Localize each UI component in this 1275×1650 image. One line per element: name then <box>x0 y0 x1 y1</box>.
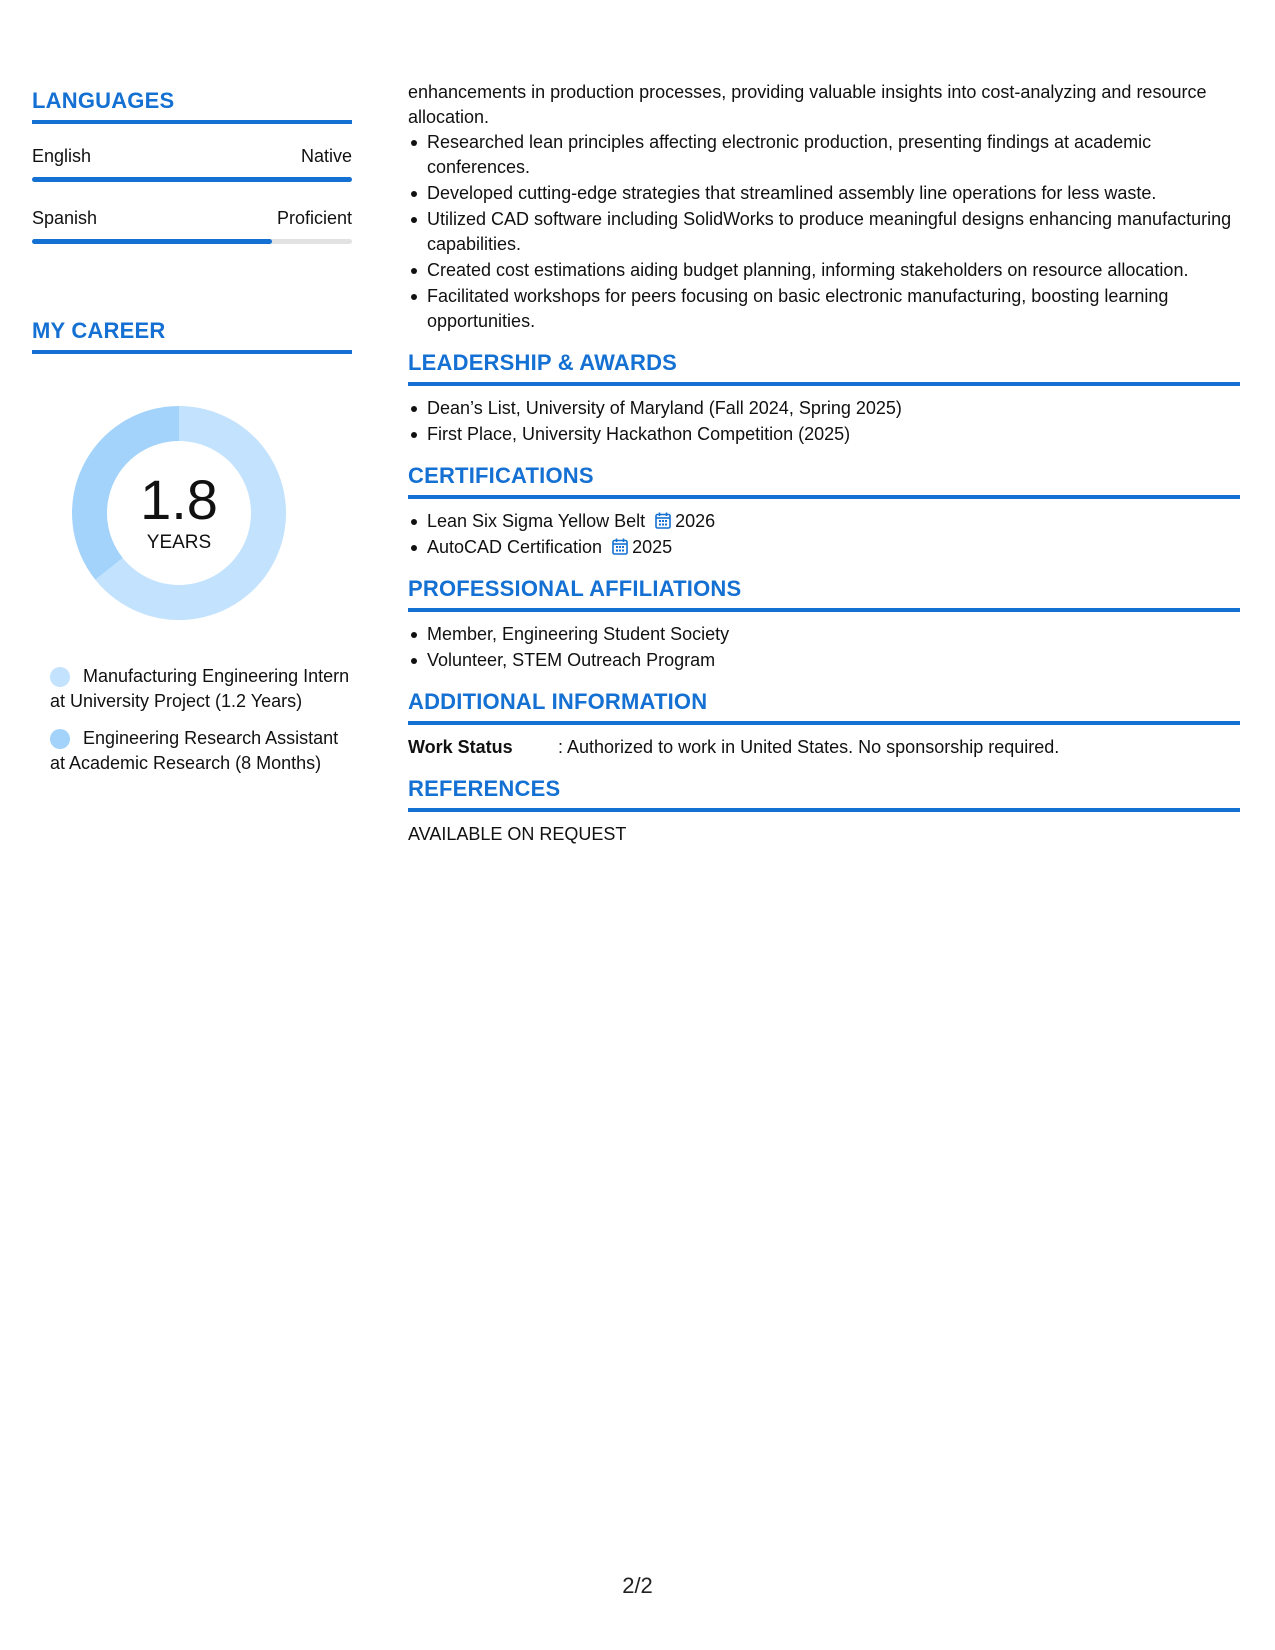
career-title: MY CAREER <box>32 318 352 354</box>
certification-year: 2026 <box>675 511 716 531</box>
references-section <box>408 776 1240 847</box>
career-donut-chart <box>64 398 294 628</box>
language-level-bar <box>32 177 352 182</box>
list-item: First Place, University Hackathon Competition (2025) <box>427 422 1240 447</box>
career-legend-item <box>50 664 352 714</box>
calendar-icon <box>655 512 671 529</box>
left-column <box>32 88 352 776</box>
work-status-value: : Authorized to work in United States. No sponsorship required. <box>558 737 1060 757</box>
certification-name: Lean Six Sigma Yellow Belt <box>427 511 646 531</box>
language-level-bar <box>32 239 352 244</box>
language-level: Proficient <box>276 208 352 228</box>
certifications-section <box>408 463 1240 560</box>
career-legend <box>50 664 352 776</box>
certification-name: AutoCAD Certification <box>427 537 603 557</box>
career-legend-item <box>50 726 352 776</box>
affiliations-section <box>408 576 1240 673</box>
experience-continued-text: enhancements in production processes, providing valuable insights into cost-analyzing and resource allocation. <box>408 82 1207 127</box>
languages-section <box>32 88 352 244</box>
list-item: Dean’s List, University of Maryland (Fall 2024, Spring 2025) <box>427 396 1240 421</box>
language-name: Spanish <box>32 208 98 228</box>
leadership-section <box>408 350 1240 447</box>
list-item: Facilitated workshops for peers focusing on basic electronic manufacturing, boosting learning opportunities. <box>427 284 1240 334</box>
career-section <box>32 318 352 776</box>
career-total-value: 1.8 <box>140 468 218 531</box>
page-number: 2/2 <box>622 1573 653 1598</box>
references-title: REFERENCES <box>408 776 1240 812</box>
list-item: Member, Engineering Student Society <box>427 622 1240 647</box>
list-item: Researched lean principles affecting electronic production, presenting findings at academic conferences. <box>427 130 1240 180</box>
language-level-fill <box>32 177 352 182</box>
work-status-label: Work Status <box>408 737 513 757</box>
additional-info-section <box>408 689 1240 760</box>
experience-bullets <box>408 130 1240 334</box>
list-item <box>427 535 1240 560</box>
list-item: Volunteer, STEM Outreach Program <box>427 648 1240 673</box>
legend-label: Engineering Research Assistant at Academic Research (8 Months) <box>50 728 339 773</box>
affiliations-title: PROFESSIONAL AFFILIATIONS <box>408 576 1240 612</box>
certification-year: 2025 <box>632 537 673 557</box>
legend-label: Manufacturing Engineering Intern at University Project (1.2 Years) <box>50 666 350 711</box>
languages-title: LANGUAGES <box>32 88 352 124</box>
certifications-title: CERTIFICATIONS <box>408 463 1240 499</box>
additional-info-title: ADDITIONAL INFORMATION <box>408 689 1240 725</box>
list-item: Created cost estimations aiding budget planning, informing stakeholders on resource allocation. <box>427 258 1240 283</box>
legend-dot-icon <box>50 667 70 687</box>
career-total-unit: YEARS <box>146 532 212 553</box>
language-level: Native <box>300 146 352 166</box>
leadership-title: LEADERSHIP & AWARDS <box>408 350 1240 386</box>
calendar-icon <box>612 538 628 555</box>
language-name: English <box>32 146 92 166</box>
language-level-fill <box>32 239 272 244</box>
list-item: Developed cutting-edge strategies that streamlined assembly line operations for less waste. <box>427 181 1240 206</box>
work-status-row <box>408 735 1240 760</box>
references-text: AVAILABLE ON REQUEST <box>408 824 627 844</box>
legend-dot-icon <box>50 729 70 749</box>
language-item-english <box>32 146 352 182</box>
list-item <box>427 509 1240 534</box>
language-item-spanish <box>32 208 352 244</box>
list-item: Utilized CAD software including SolidWorks to produce meaningful designs enhancing manufacturing capabilities. <box>427 207 1240 257</box>
right-column <box>408 80 1240 847</box>
